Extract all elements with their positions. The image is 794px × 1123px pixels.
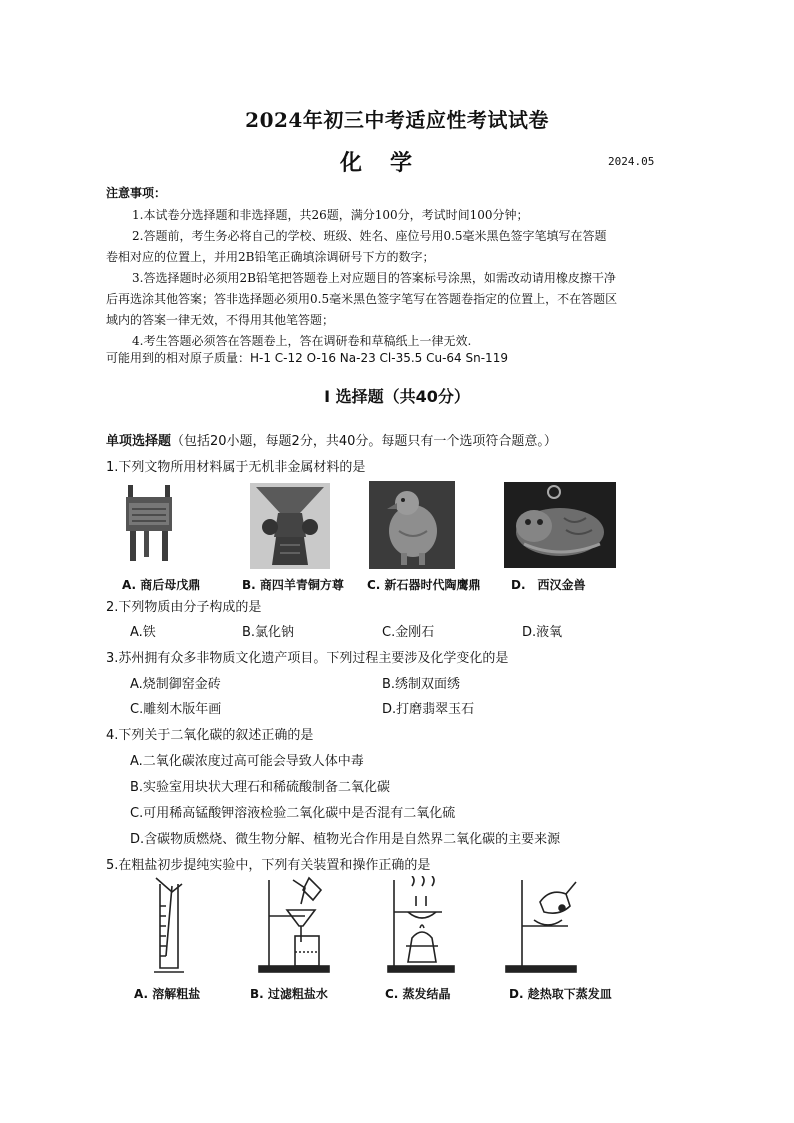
evaporation-diagram: [386, 876, 456, 976]
bronze-zun-image: [250, 483, 330, 569]
question-5-stem: 5.在粗盐初步提纯实验中，下列有关装置和操作正确的是: [106, 858, 431, 873]
subject-title: 化学: [340, 150, 441, 176]
q1-caption-a: A. 商后母戊鼎: [122, 578, 201, 592]
q5-caption-a: A. 溶解粗盐: [134, 987, 201, 1001]
question-3-stem: 3.苏州拥有众多非物质文化遗产项目。下列过程主要涉及化学变化的是: [106, 651, 509, 666]
section-title: Ⅰ 选择题（共40分）: [324, 387, 470, 406]
gold-beast-image: [504, 482, 616, 568]
q3-option-d: D.打磨翡翠玉石: [382, 702, 475, 717]
exam-title: 2024年初三中考适应性考试试卷: [245, 108, 549, 132]
note-line: 3.答选择题时必须用2B铅笔把答题卷上对应题目的答案标号涂黑，如需改动请用橡皮擦干净: [132, 271, 616, 285]
question-4-stem: 4.下列关于二氧化碳的叙述正确的是: [106, 728, 314, 743]
instruction-bold: 单项选择题: [106, 434, 172, 449]
note-line: 域内的答案一律无效，不得用其他笔答题；: [106, 313, 335, 327]
q1-caption-b: B. 商四羊青铜方尊: [242, 578, 344, 592]
q4-option-c: C.可用稀高锰酸钾溶液检验二氧化碳中是否混有二氧化硫: [130, 806, 456, 821]
q3-option-a: A.烧制御窑金砖: [130, 677, 221, 692]
q5-caption-c: C. 蒸发结晶: [385, 987, 451, 1001]
q2-option-b: B.氯化钠: [242, 625, 295, 640]
graduated-cylinder-diagram: [150, 876, 190, 976]
pottery-eagle-image: [369, 481, 455, 569]
q1-caption-d: D. 西汉金兽: [511, 578, 586, 592]
q2-option-a: A.铁: [130, 625, 156, 640]
atomic-masses: 可能用到的相对原子质量：H-1 C-12 O-16 Na-23 Cl-35.5 Cu-64 Sn-119: [106, 351, 508, 365]
note-line: 4.考生答题必须答在答题卷上，答在调研卷和草稿纸上一律无效.: [132, 334, 472, 348]
question-2-stem: 2.下列物质由分子构成的是: [106, 600, 262, 615]
instruction-rest: （包括20小题，每题2分，共40分。每题只有一个选项符合题意。）: [171, 434, 557, 449]
q3-option-b: B.绣制双面绣: [382, 677, 461, 692]
q5-caption-d: D. 趁热取下蒸发皿: [509, 987, 612, 1001]
question-1-stem: 1.下列文物所用材料属于无机非金属材料的是: [106, 460, 366, 475]
q4-option-a: A.二氧化碳浓度过高可能会导致人体中毒: [130, 754, 364, 769]
crucible-tongs-diagram: [504, 876, 584, 976]
filtration-diagram: [255, 876, 335, 976]
q1-caption-c: C. 新石器时代陶鹰鼎: [367, 578, 481, 592]
note-line: 2.答题前，考生务必将自己的学校、班级、姓名、座位号用0.5毫米黑色签字笔填写在答题: [132, 229, 607, 243]
q5-caption-b: B. 过滤粗盐水: [250, 987, 328, 1001]
ding-vessel-image: [116, 483, 182, 569]
note-line: 后再选涂其他答案；答非选择题必须用0.5毫米黑色签字笔写在答题卷指定的位置上，不在答题区: [106, 292, 618, 306]
notes-heading: 注意事项：: [106, 186, 167, 200]
q2-option-d: D.液氧: [522, 625, 563, 640]
section-instruction: [106, 430, 557, 449]
note-line: 卷相对应的位置上，并用2B铅笔正确填涂调研号下方的数字；: [106, 250, 435, 264]
note-line: 1.本试卷分选择题和非选择题，共26题，满分100分，考试时间100分钟；: [132, 208, 529, 222]
exam-date: 2024.05: [608, 155, 655, 168]
q4-option-d: D.含碳物质燃烧、微生物分解、植物光合作用是自然界二氧化碳的主要来源: [130, 832, 561, 847]
q3-option-c: C.雕刻木版年画: [130, 702, 222, 717]
q2-option-c: C.金刚石: [382, 625, 435, 640]
q4-option-b: B.实验室用块状大理石和稀硫酸制备二氧化碳: [130, 780, 391, 795]
